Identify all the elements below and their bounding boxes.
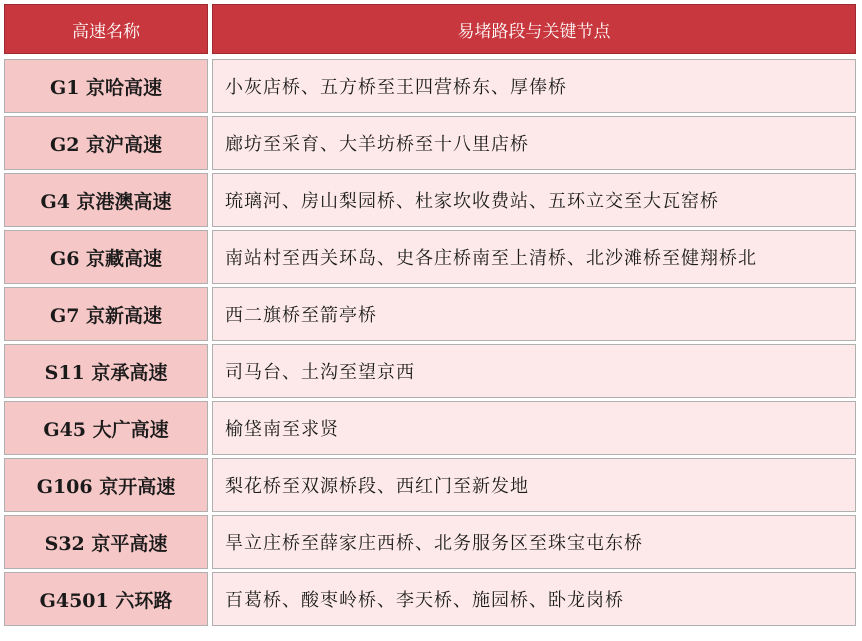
- highway-name-cell: G6 京藏高速: [4, 230, 208, 284]
- highway-name-cell: S32 京平高速: [4, 515, 208, 569]
- highway-congestion-table: [4, 4, 856, 629]
- congestion-nodes-cell: 南站村至西关环岛、史各庄桥南至上清桥、北沙滩桥至健翔桥北: [212, 230, 856, 284]
- congestion-nodes-cell: 小灰店桥、五方桥至王四营桥东、厚俸桥: [212, 59, 856, 113]
- highway-name-cell: G1 京哈高速: [4, 59, 208, 113]
- header-highway-name: 高速名称: [4, 4, 208, 54]
- table-row: [4, 401, 856, 455]
- table-row: [4, 287, 856, 341]
- congestion-nodes-cell: 琉璃河、房山梨园桥、杜家坎收费站、五环立交至大瓦窑桥: [212, 173, 856, 227]
- table-row: [4, 173, 856, 227]
- highway-name-cell: G7 京新高速: [4, 287, 208, 341]
- congestion-nodes-cell: 梨花桥至双源桥段、西红门至新发地: [212, 458, 856, 512]
- congestion-nodes-cell: 司马台、土沟至望京西: [212, 344, 856, 398]
- highway-name-cell: G2 京沪高速: [4, 116, 208, 170]
- highway-name-cell: G45 大广高速: [4, 401, 208, 455]
- table-row: [4, 458, 856, 512]
- congestion-nodes-cell: 廊坊至采育、大羊坊桥至十八里店桥: [212, 116, 856, 170]
- table-row: [4, 116, 856, 170]
- congestion-nodes-cell: 西二旗桥至箭亭桥: [212, 287, 856, 341]
- highway-name-cell: G4501 六环路: [4, 572, 208, 626]
- congestion-nodes-cell: 榆垡南至求贤: [212, 401, 856, 455]
- highway-name-cell: G106 京开高速: [4, 458, 208, 512]
- header-congestion-nodes: 易堵路段与关键节点: [212, 4, 856, 54]
- table-row: [4, 572, 856, 626]
- table-header-row: [4, 4, 856, 54]
- table-row: [4, 230, 856, 284]
- congestion-nodes-cell: 旱立庄桥至薛家庄西桥、北务服务区至珠宝屯东桥: [212, 515, 856, 569]
- congestion-nodes-cell: 百葛桥、酸枣岭桥、李天桥、施园桥、卧龙岗桥: [212, 572, 856, 626]
- table-row: [4, 59, 856, 113]
- highway-name-cell: S11 京承高速: [4, 344, 208, 398]
- highway-name-cell: G4 京港澳高速: [4, 173, 208, 227]
- table-row: [4, 515, 856, 569]
- table-row: [4, 344, 856, 398]
